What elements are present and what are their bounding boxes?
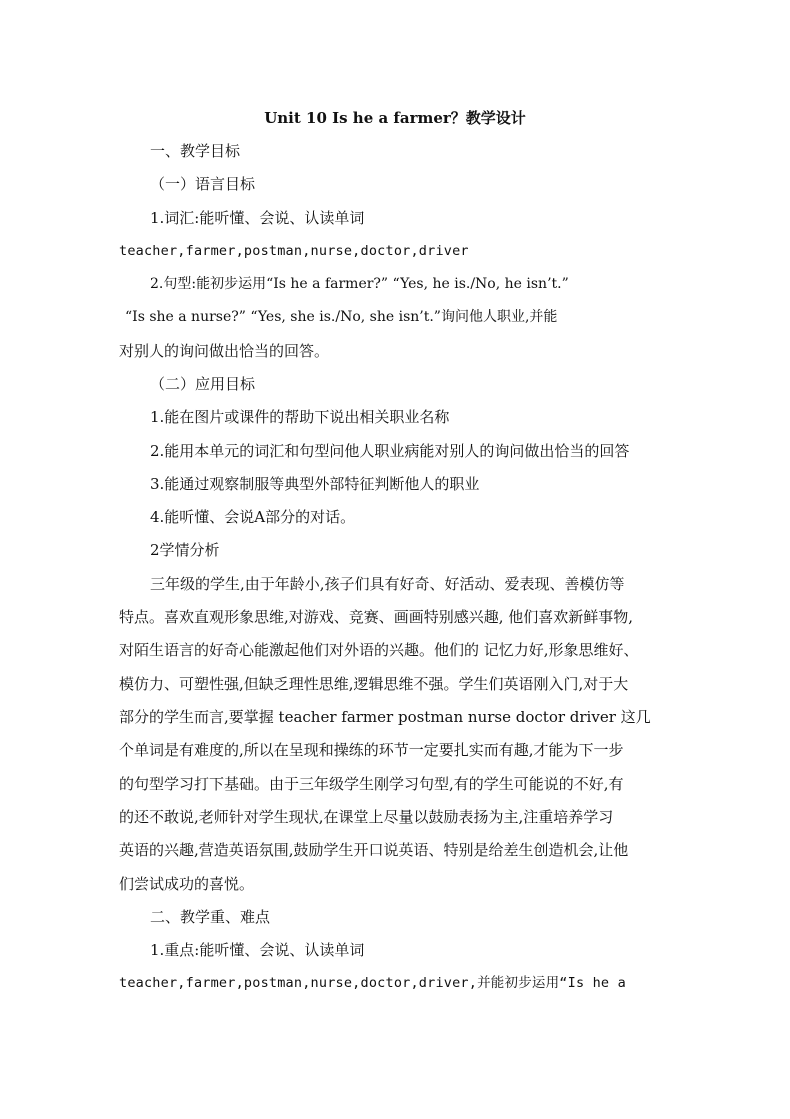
subsection-heading-application-goals: （二）应用目标 xyxy=(150,375,256,393)
subsection-heading-language-goals: （一）语言目标 xyxy=(150,175,256,193)
vocabulary-line: teacher,farmer,postman,nurse,doctor,driver,并能初步运用“Is he a xyxy=(119,975,626,991)
paragraph-line: 4.能听懂、会说A部分的对话。 xyxy=(150,508,356,526)
section-heading-teaching-goals: 一、教学目标 xyxy=(150,142,241,160)
document-title: Unit 10 Is he a farmer？教学设计 xyxy=(264,109,526,127)
paragraph-line: 对别人的询问做出恰当的回答。 xyxy=(119,342,330,360)
paragraph-line: 三年级的学生,由于年龄小,孩子们具有好奇、好活动、爱表现、善模仿等 xyxy=(150,575,625,593)
paragraph-line: 模仿力、可塑性强,但缺乏理性思维,逻辑思维不强。学生们英语刚入门,对于大 xyxy=(119,675,629,693)
paragraph-line: 3.能通过观察制服等典型外部特征判断他人的职业 xyxy=(150,475,480,493)
section-heading-key-difficult-points: 二、教学重、难点 xyxy=(150,908,271,926)
paragraph-line: 1.重点:能听懂、会说、认读单词 xyxy=(150,941,365,959)
section-heading-learner-analysis: 2学情分析 xyxy=(150,541,220,559)
paragraph-line: “Is she a nurse?” “Yes, she is./No, she isn’t.”询问他人职业,并能 xyxy=(125,309,558,325)
paragraph-line: 的还不敢说,老师针对学生现状,在课堂上尽量以鼓励表扬为主,注重培养学习 xyxy=(119,808,614,826)
paragraph-line: 的句型学习打下基础。由于三年级学生刚学习句型,有的学生可能说的不好,有 xyxy=(119,775,624,793)
paragraph-line: 对陌生语言的好奇心能激起他们对外语的兴趣。他们的 记忆力好,形象思维好、 xyxy=(119,641,639,659)
paragraph-line: 1.能在图片或课件的帮助下说出相关职业名称 xyxy=(150,408,450,426)
paragraph-line: 们尝试成功的喜悦。 xyxy=(119,875,255,893)
paragraph-line: 部分的学生而言,要掌握 teacher farmer postman nurse doctor driver 这几 xyxy=(119,708,651,726)
paragraph-line: 个单词是有难度的,所以在呈现和操练的环节一定要扎实而有趣,才能为下一步 xyxy=(119,741,624,759)
paragraph-line: 2.句型:能初步运用“Is he a farmer?” “Yes, he is./No, he isn’t.” xyxy=(150,276,569,292)
paragraph-line: 特点。喜欢直观形象思维,对游戏、竞赛、画画特别感兴趣, 他们喜欢新鲜事物, xyxy=(119,608,634,626)
paragraph-line: 1.词汇:能听懂、会说、认读单词 xyxy=(150,209,365,227)
paragraph-line: 英语的兴趣,营造英语氛围,鼓励学生开口说英语、特别是给差生创造机会,让他 xyxy=(119,841,629,859)
vocabulary-line: teacher,farmer,postman,nurse,doctor,driver xyxy=(119,243,469,259)
paragraph-line: 2.能用本单元的词汇和句型问他人职业病能对别人的询问做出恰当的回答 xyxy=(150,442,630,460)
